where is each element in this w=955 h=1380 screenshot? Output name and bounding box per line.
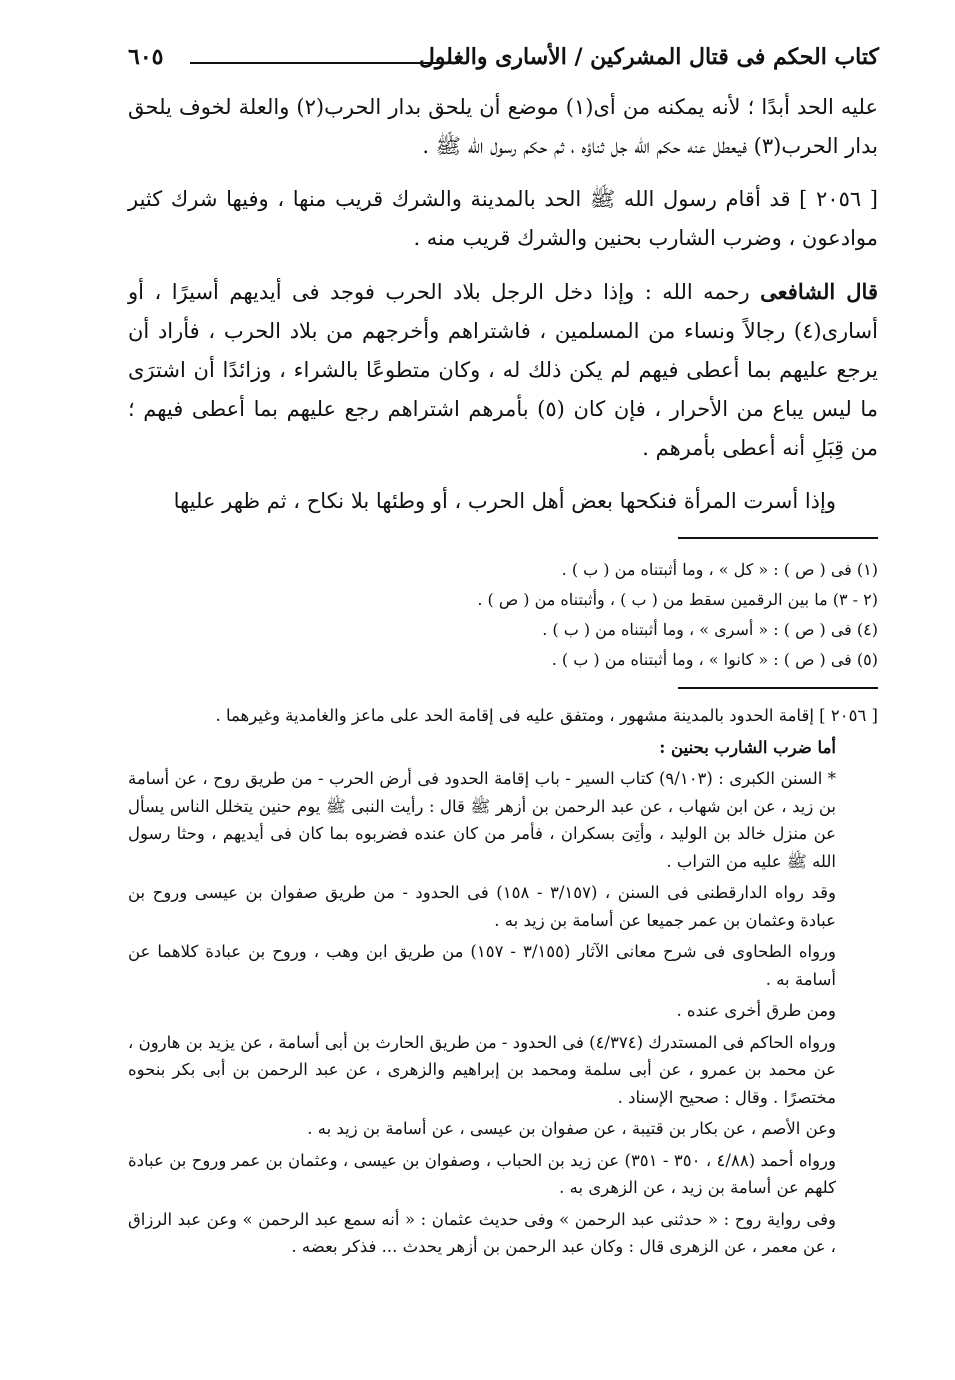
takhrij-paragraph: وعن الأصم ، عن بكار بن قتيبة ، عن صفوان بن عيسى ، عن أسامة بن زيد به . xyxy=(307,1119,836,1138)
header-rule xyxy=(190,62,459,64)
footnote-separator xyxy=(678,537,878,539)
speaker-label: قال الشافعى xyxy=(760,279,878,304)
running-header xyxy=(128,44,879,80)
takhrij-separator xyxy=(678,687,878,689)
footnote: (٢ - ٣) ما بين الرقمين سقط من ( ب ) ، وأثبتناه من ( ص ) . xyxy=(477,590,878,609)
footnote: (٥) فى ( ص ) : « كانوا » ، وما أثبتناه من ( ب ) . xyxy=(551,650,878,669)
takhrij-paragraph: ورواه أحمد (٤/٨٨ ، ٣٥٠ - ٣٥١) عن زيد بن الحباب ، وصفوان بن عيسى ، وعثمان بن عمر وروح بن عبادة كلهم عن أسامة بن زيد ، عن الزهرى به . xyxy=(128,1150,836,1197)
main-text xyxy=(128,88,878,535)
main-paragraph: وإذا أسرت المرأة فنكحها بعض أهل الحرب ، أو وطئها بلا نكاح ، ثم ظهر عليها xyxy=(173,489,836,513)
footnotes xyxy=(300,555,878,675)
paragraph-body: رحمه الله : وإذا دخل الرجل بلاد الحرب فوجد فى أيديهم أسيرًا ، أو أسارى(٤) رجالاً ونساء من المسلمين ، فاشتراهم وأخرجهم من بلاد الحرب ، فأراد أن يرجع عليهم بما أعطى فيهم لم يكن ذلك له ، وكان متطوعًا بالشراء ، وزائدًا أن اشترَى ما ليس يباع من الأحرار ، فإن كان (٥) بأمرهم اشتراهم رجع عليهم بما أعطى فيهم ؛ من قِبَلِ أنه أعطى بأمرهم . xyxy=(128,280,878,460)
takhrij-paragraph: ورواه الطحاوى فى شرح معانى الآثار (٣/١٥٥ - ١٥٧) من طريق ابن وهب ، وروح بن عبادة كلاهما عن أسامة به . xyxy=(128,942,836,989)
takhrij-subheading: أما ضرب الشارب بحنين : xyxy=(659,737,836,757)
footnote: (١) فى ( ص ) : « كل » ، وما أثبتناه من ( ب ) . xyxy=(561,560,878,579)
main-paragraph xyxy=(128,272,878,468)
takhrij-paragraph: وفى رواية روح : « حدثنى عبد الرحمن » وفى حديث عثمان : « أنه سمع عبد الرحمن » وعن عبد الرزاق ، عن معمر ، عن الزهرى قال : وكان عبد الرحمن بن أزهر يحدث ... فذكر بعضه . xyxy=(128,1209,836,1256)
main-paragraph: [ ٢٠٥٦ ] قد أقام رسول الله ﷺ الحد بالمدينة والشرك قريب منها ، وفيها شرك كثير موادعون ، وضرب الشارب بحنين والشرك قريب منه . xyxy=(128,187,878,250)
header-title: كتاب الحكم فى قتال المشركين / الأسارى والغلول xyxy=(418,44,879,70)
takhrij-paragraph: [ ٢٠٥٦ ] إقامة الحدود بالمدينة مشهور ، ومتفق عليه فى إقامة الحد على ماعز والغامدية وغيرهما . xyxy=(215,706,878,725)
takhrij-notes xyxy=(128,702,878,1265)
takhrij-paragraph: ورواه الحاكم فى المستدرك (٤/٣٧٤) فى الحدود - من طريق الحارث بن أبى أسامة ، عن يزيد بن هارون ، عن محمد بن عمرو ، عن أبى سلمة ومحمد بن إبراهيم والزهرى ، عن عبد الرحمن بن أبى بكر بنحوه مختصرًا . وقال : صحيح الإسناد . xyxy=(128,1032,836,1107)
main-paragraph: عليه الحد أبدًا ؛ لأنه يمكنه من أى(١) موضع أن يلحق بدار الحرب(٢) والعلة لخوف يلحق بدار الحرب(٣) فيعطل عنه حكم الله جل ثناؤه ، ثم حكم رسول الله ﷺ . xyxy=(128,95,878,158)
takhrij-paragraph: وقد رواه الدارقطنى فى السنن ، (٣/١٥٧ - ١٥٨) فى الحدود - من طريق صفوان بن عيسى وروح بن عبادة وعثمان بن عمر جميعا عن أسامة بن زيد به . xyxy=(128,883,836,930)
takhrij-paragraph: ومن طرق أخرى عنده . xyxy=(676,1001,836,1020)
footnote: (٤) فى ( ص ) : « أسرى » ، وما أثبتناه من ( ب ) . xyxy=(542,620,878,639)
page-number: ٦٠٥ xyxy=(128,44,164,70)
takhrij-paragraph: * السنن الكبرى : (٩/١٠٣) كتاب السير - باب إقامة الحدود فى أرض الحرب - من طريق روح ، عن أسامة بن زيد ، عن ابن شهاب ، عن عبد الرحمن بن أزهر ﷺ قال : رأيت النبى ﷺ يوم حنين يتخلل الناس يسأل عن منزل خالد بن الوليد ، وأتِىَ بسكران ، فأمر من كان عنده فضربوه بما كان فى أيديهم ، وحثا رسول الله ﷺ عليه من التراب . xyxy=(128,769,836,871)
